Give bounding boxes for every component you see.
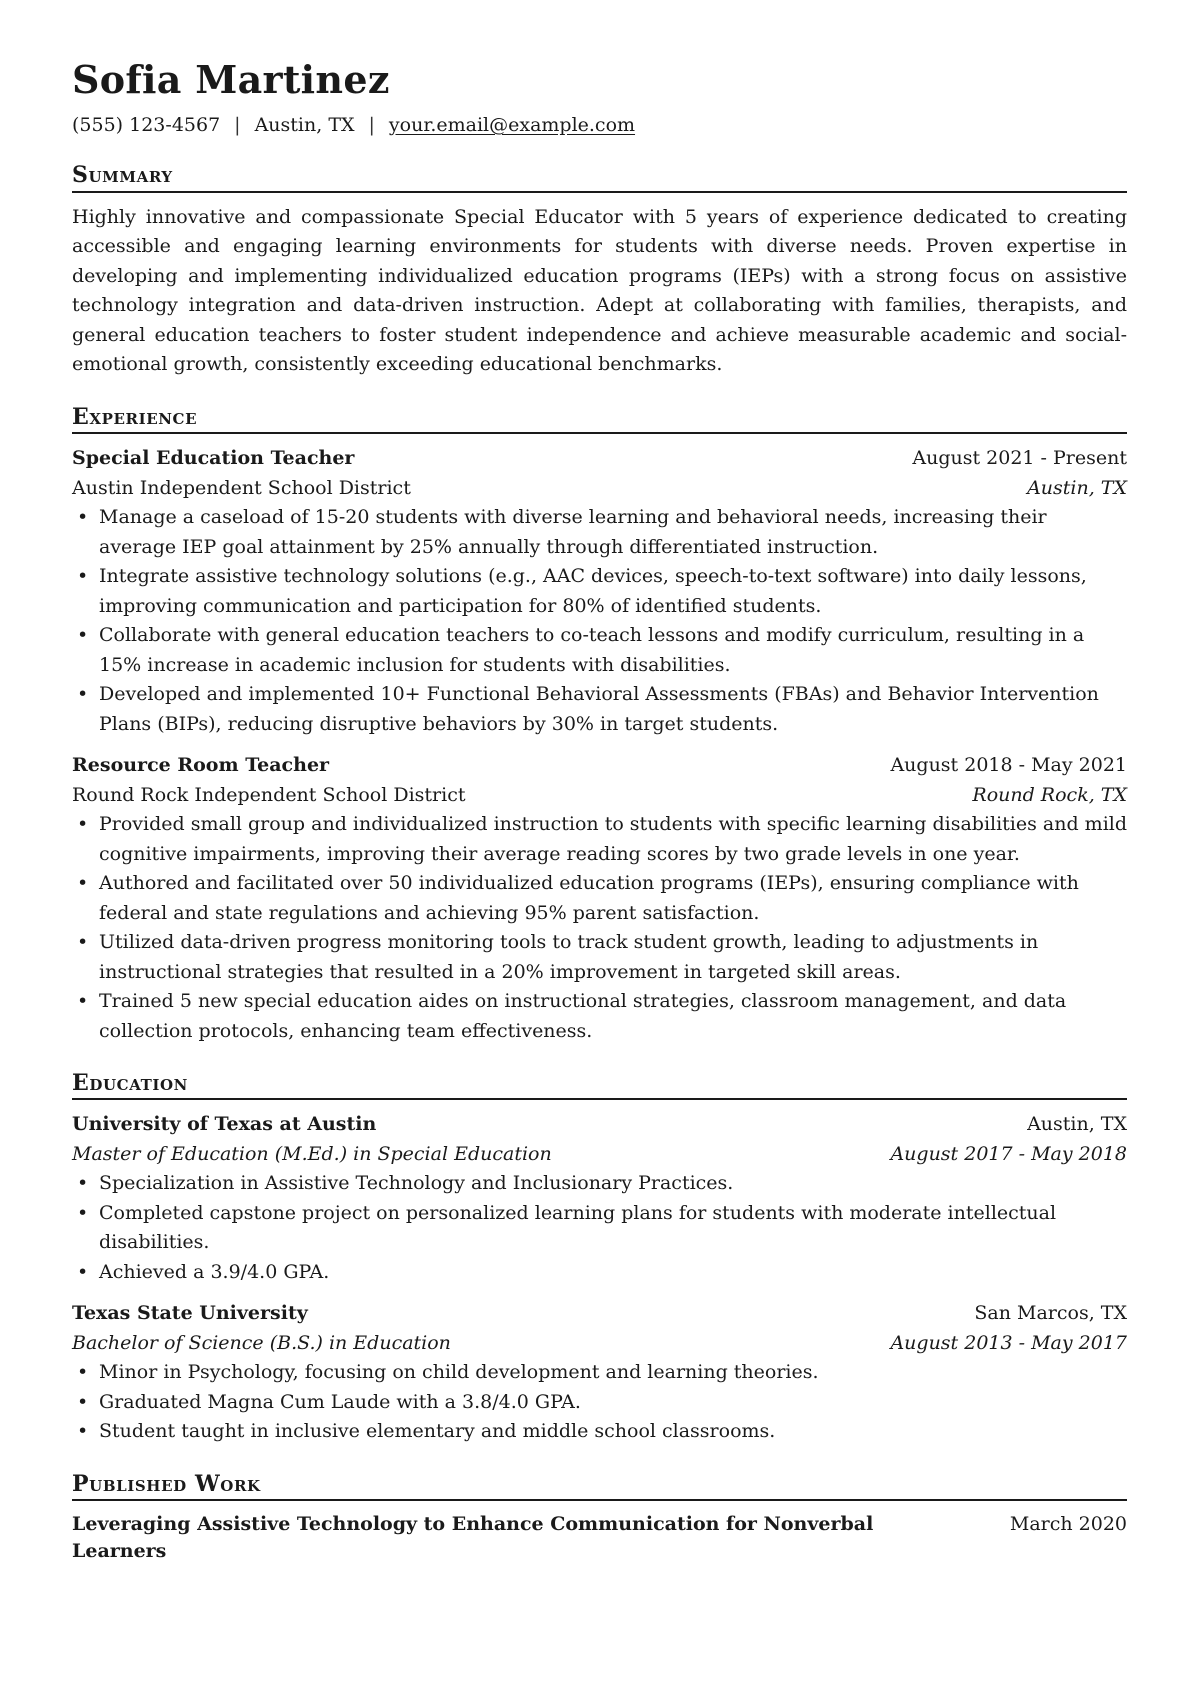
job-bullets [72,810,1127,1046]
candidate-name: Sofia Martinez [72,57,390,102]
contact-line [72,112,1127,139]
bullet-item: • Trained 5 new special education aides on instructional strategies, classroom management, and data collection protocols, enhancing team effectiveness. [99,987,1127,1046]
location: Austin, TX [254,113,355,136]
phone-number: (555) 123-4567 [72,113,221,136]
job-organization: Round Rock Independent School District [72,783,466,806]
education-bullets [72,1358,1127,1447]
degree: Bachelor of Science (B.S.) in Education [72,1331,451,1354]
contact-separator: | [234,113,241,136]
degree: Master of Education (M.Ed.) in Special Education [72,1142,552,1165]
education-dates: August 2013 - May 2017 [890,1331,1127,1354]
job-organization: Austin Independent School District [72,476,411,499]
section-heading-experience: Experience [72,404,1127,434]
section-heading-education: Education [72,1070,1127,1100]
bullet-item: • Specialization in Assistive Technology and Inclusionary Practices. [99,1169,1127,1199]
bullet-item: • Developed and implemented 10+ Functional Behavioral Assessments (FBAs) and Behavior Intervention Plans (BIPs), reducing disruptive behaviors by 30% in target students. [99,680,1127,739]
bullet-item: • Authored and facilitated over 50 individualized education programs (IEPs), ensuring compliance with federal and state regulations and achieving 95% parent satisfaction. [99,869,1127,928]
bullet-item: • Provided small group and individualized instruction to students with specific learning disabilities and mild cognitive impairments, improving their average reading scores by two grade levels in one year. [99,810,1127,869]
education-entry [72,1110,1127,1287]
bullet-item: • Manage a caseload of 15-20 students with diverse learning and behavioral needs, increasing their average IEP goal attainment by 25% annually through differentiated instruction. [99,503,1127,562]
contact-separator: | [368,113,375,136]
school-location: Austin, TX [1027,1113,1127,1136]
bullet-item: • Integrate assistive technology solutions (e.g., AAC devices, speech-to-text software) into daily lessons, improving communication and participation for 80% of identified students. [99,562,1127,621]
school-location: San Marcos, TX [974,1302,1127,1325]
summary-text: Highly innovative and compassionate Special Educator with 5 years of experience dedicated to creating accessible and engaging learning environments for students with diverse needs. Proven expertise in developing and implementing individualized education programs (IEPs) with a strong focus on assistive technology integration and data-driven instruction. Adept at collaborating with families, therapists, and general education teachers to foster student independence and achieve measurable academic and social-emotional growth, consistently exceeding educational benchmarks. [72,205,1127,376]
job-title: Special Education Teacher [72,447,355,470]
job-entry [72,444,1127,739]
email-link[interactable]: your.email@example.com [388,113,636,136]
education-bullets [72,1169,1127,1287]
bullet-item: • Achieved a 3.9/4.0 GPA. [99,1258,1127,1288]
bullet-item: • Minor in Psychology, focusing on child development and learning theories. [99,1358,1127,1388]
education-entry [72,1299,1127,1447]
job-location: Austin, TX [1027,476,1127,499]
job-title: Resource Room Teacher [72,754,330,777]
section-heading-published-work: Published Work [72,1471,1127,1501]
school-name: Texas State University [72,1302,308,1325]
job-dates: August 2018 - May 2021 [890,754,1127,777]
publication-title: Leveraging Assistive Technology to Enhance Communication for Nonverbal Learners [72,1513,874,1563]
education-dates: August 2017 - May 2018 [890,1142,1127,1165]
bullet-item: • Student taught in inclusive elementary and middle school classrooms. [99,1417,1127,1447]
school-name: University of Texas at Austin [72,1113,377,1136]
bullet-item: • Completed capstone project on personalized learning plans for students with moderate intellectual disabilities. [99,1199,1127,1258]
section-heading-summary: Summary [72,162,1127,192]
bullet-item: • Collaborate with general education teachers to co-teach lessons and modify curriculum, resulting in a 15% increase in academic inclusion for students with disabilities. [99,621,1127,680]
job-bullets [72,503,1127,739]
job-entry [72,751,1127,1046]
publication-date: March 2020 [1009,1513,1127,1536]
resume-page [72,58,1127,1565]
publication-entry [72,1511,1127,1565]
job-location: Round Rock, TX [972,783,1127,806]
job-dates: August 2021 - Present [912,447,1127,470]
bullet-item: • Utilized data-driven progress monitoring tools to track student growth, leading to adjustments in instructional strategies that resulted in a 20% improvement in targeted skill areas. [99,928,1127,987]
bullet-item: • Graduated Magna Cum Laude with a 3.8/4.0 GPA. [99,1388,1127,1418]
